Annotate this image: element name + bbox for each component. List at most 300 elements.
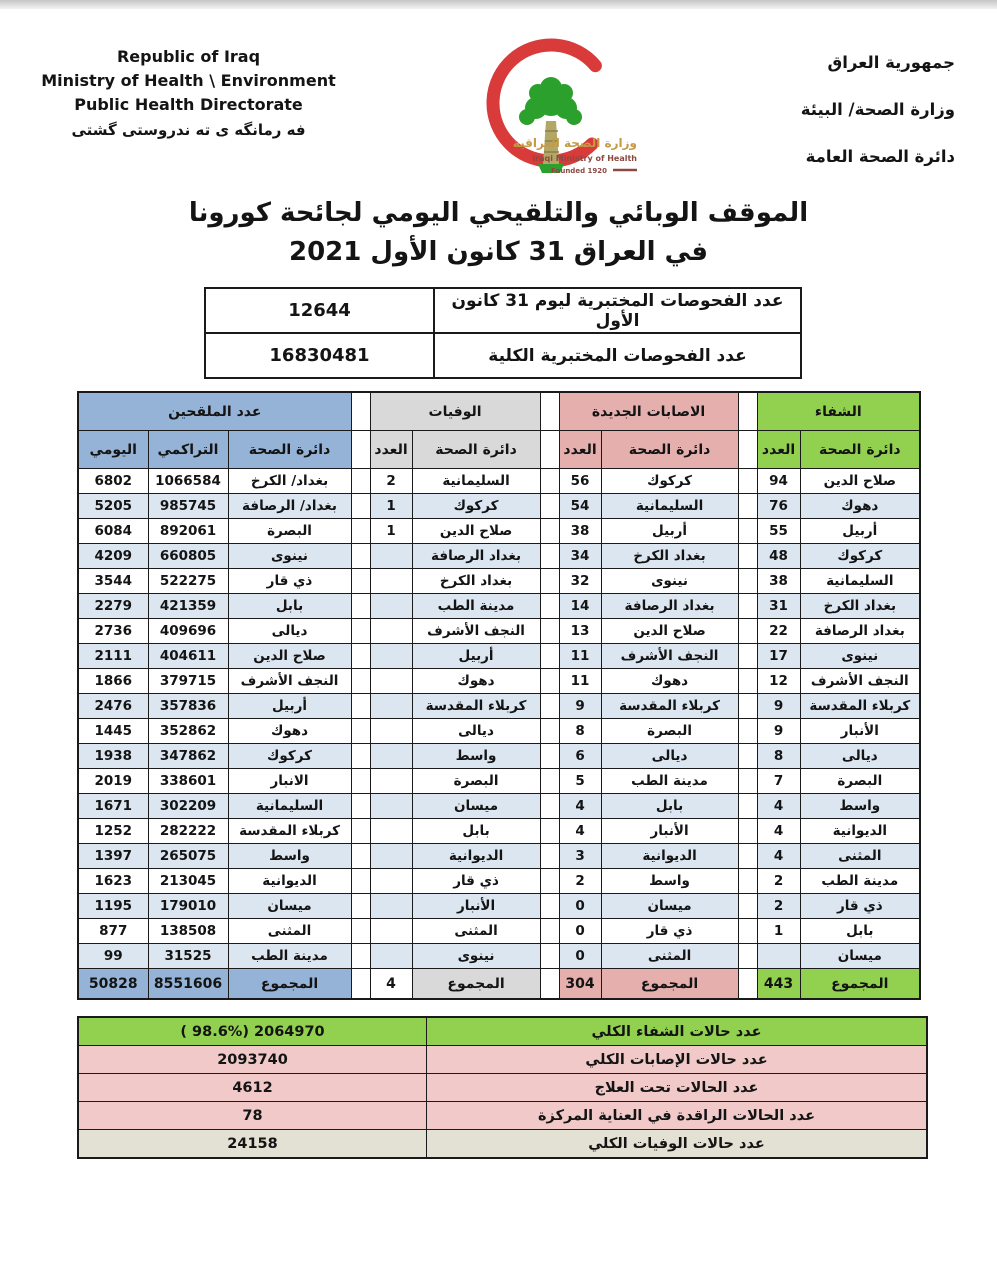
separator-cell	[351, 644, 370, 669]
recovery-name-cell: بابل	[800, 919, 920, 944]
vaccinated-name-cell: الديوانية	[228, 869, 351, 894]
separator-cell	[738, 669, 757, 694]
separator-cell	[540, 619, 559, 644]
english-line-2: Ministry of Health \ Environment	[41, 71, 336, 90]
deaths-count-cell	[370, 844, 412, 869]
new-cases-count-cell: 8	[559, 719, 601, 744]
vaccinated-daily-cell: 1866	[78, 669, 148, 694]
separator-cell	[351, 719, 370, 744]
separator-cell	[351, 869, 370, 894]
vaccinated-column-header: التراكمي	[148, 431, 228, 469]
new-cases-count-cell: 13	[559, 619, 601, 644]
vaccinated-cumulative-cell: 338601	[148, 769, 228, 794]
new-cases-count-cell: 3	[559, 844, 601, 869]
new-cases-total-count: 304	[559, 969, 601, 1000]
recovery-count-cell: 17	[757, 644, 800, 669]
deaths-count-cell	[370, 719, 412, 744]
separator-cell	[738, 392, 757, 431]
vaccinated-cumulative-cell: 421359	[148, 594, 228, 619]
deaths-count-cell	[370, 644, 412, 669]
table-row	[78, 694, 920, 719]
recovery-name-cell: بغداد الرصافة	[800, 619, 920, 644]
separator-cell	[540, 392, 559, 431]
recovery-count-cell: 7	[757, 769, 800, 794]
deaths-count-cell	[370, 694, 412, 719]
vaccinated-daily-cell: 1445	[78, 719, 148, 744]
recovery-count-cell: 48	[757, 544, 800, 569]
new-cases-name-cell: بابل	[601, 794, 738, 819]
separator-cell	[540, 819, 559, 844]
separator-cell	[540, 719, 559, 744]
separator-cell	[738, 919, 757, 944]
deaths-name-cell: ذي قار	[412, 869, 540, 894]
vaccinated-name-cell: كربلاء المقدسة	[228, 819, 351, 844]
deaths-count-cell	[370, 769, 412, 794]
table-row	[78, 844, 920, 869]
report-header	[0, 9, 997, 181]
table-row	[78, 669, 920, 694]
vaccinated-name-cell: واسط	[228, 844, 351, 869]
recovery-count-cell: 4	[757, 794, 800, 819]
recovery-count-cell: 2	[757, 869, 800, 894]
recovery-name-cell: الديوانية	[800, 819, 920, 844]
new-cases-name-cell: البصرة	[601, 719, 738, 744]
new-cases-count-cell: 0	[559, 944, 601, 969]
separator-cell	[351, 844, 370, 869]
separator-cell	[738, 619, 757, 644]
table-row	[78, 894, 920, 919]
separator-cell	[540, 644, 559, 669]
recovery-name-cell: نينوى	[800, 644, 920, 669]
separator-cell	[540, 944, 559, 969]
new-cases-name-cell: أربيل	[601, 519, 738, 544]
report-title-line-1: الموقف الوبائي والتلقيحي اليومي لجائحة كورونا	[188, 198, 809, 228]
deaths-count-cell: 1	[370, 494, 412, 519]
tests-row-daily	[205, 288, 801, 333]
deaths-count-cell	[370, 894, 412, 919]
table-row	[78, 569, 920, 594]
summary-value: 24158	[78, 1130, 427, 1159]
vaccinated-cumulative-cell: 379715	[148, 669, 228, 694]
separator-cell	[540, 669, 559, 694]
report-title	[0, 194, 997, 272]
recovery-name-cell: ذي قار	[800, 894, 920, 919]
vaccinated-daily-cell: 2019	[78, 769, 148, 794]
vaccinated-total-cumulative: 8551606	[148, 969, 228, 1000]
vaccinated-daily-cell: 1938	[78, 744, 148, 769]
separator-cell	[738, 819, 757, 844]
logo-arabic-text: وزارة الصحة العراقية	[512, 136, 637, 150]
separator-cell	[351, 392, 370, 431]
vaccinated-cumulative-cell: 660805	[148, 544, 228, 569]
vaccinated-daily-cell: 2111	[78, 644, 148, 669]
section-title-new-cases: الاصابات الجديدة	[559, 392, 738, 431]
vaccinated-cumulative-cell: 1066584	[148, 469, 228, 494]
separator-cell	[738, 744, 757, 769]
recovery-name-cell: السليمانية	[800, 569, 920, 594]
total-row	[78, 969, 920, 1000]
vaccinated-cumulative-cell: 265075	[148, 844, 228, 869]
new-cases-name-cell: كربلاء المقدسة	[601, 694, 738, 719]
recovery-count-cell: 31	[757, 594, 800, 619]
separator-cell	[540, 844, 559, 869]
table-row	[78, 744, 920, 769]
vaccinated-daily-cell: 1252	[78, 819, 148, 844]
recovery-count-cell: 38	[757, 569, 800, 594]
arabic-line-1: جمهورية العراق	[827, 53, 955, 72]
separator-cell	[351, 494, 370, 519]
deaths-count-cell	[370, 669, 412, 694]
new-cases-count-cell: 38	[559, 519, 601, 544]
vaccinated-daily-cell: 1195	[78, 894, 148, 919]
vaccinated-name-cell: نينوى	[228, 544, 351, 569]
recovery-name-cell: واسط	[800, 794, 920, 819]
new-cases-count-cell: 11	[559, 669, 601, 694]
vaccinated-name-cell: السليمانية	[228, 794, 351, 819]
vaccinated-daily-cell: 5205	[78, 494, 148, 519]
separator-cell	[351, 969, 370, 1000]
tests-daily-label: عدد الفحوصات المختبرية ليوم 31 كانون الأول	[434, 288, 801, 333]
separator-cell	[351, 594, 370, 619]
vaccinated-daily-cell: 1671	[78, 794, 148, 819]
vaccinated-cumulative-cell: 302209	[148, 794, 228, 819]
vaccinated-cumulative-cell: 892061	[148, 519, 228, 544]
vaccinated-daily-cell: 1623	[78, 869, 148, 894]
deaths-count-cell	[370, 869, 412, 894]
summary-label: عدد الحالات تحت العلاج	[427, 1074, 928, 1102]
table-row	[78, 494, 920, 519]
new-cases-name-cell: المثنى	[601, 944, 738, 969]
summary-row	[78, 1130, 927, 1159]
deaths-count-cell: 2	[370, 469, 412, 494]
recovery-name-cell: البصرة	[800, 769, 920, 794]
vaccinated-name-cell: البصرة	[228, 519, 351, 544]
summary-label: عدد حالات الشفاء الكلي	[427, 1017, 928, 1046]
vaccinated-name-cell: بغداد/ الرصافة	[228, 494, 351, 519]
separator-cell	[540, 494, 559, 519]
vaccinated-name-cell: أربيل	[228, 694, 351, 719]
scan-edge-decoration	[0, 0, 997, 9]
deaths-count-cell	[370, 569, 412, 594]
vaccinated-name-cell: ميسان	[228, 894, 351, 919]
separator-cell	[540, 431, 559, 469]
new-cases-count-cell: 4	[559, 794, 601, 819]
separator-cell	[738, 569, 757, 594]
vaccinated-name-cell: النجف الأشرف	[228, 669, 351, 694]
recovery-count-cell: 22	[757, 619, 800, 644]
summary-row	[78, 1046, 927, 1074]
deaths-column-header: العدد	[370, 431, 412, 469]
separator-cell	[351, 894, 370, 919]
separator-cell	[738, 719, 757, 744]
summary-row	[78, 1017, 927, 1046]
separator-cell	[351, 919, 370, 944]
separator-cell	[540, 919, 559, 944]
vaccinated-daily-cell: 2736	[78, 619, 148, 644]
vaccinated-name-cell: مدينة الطب	[228, 944, 351, 969]
column-header-row	[78, 431, 920, 469]
vaccinated-daily-cell: 99	[78, 944, 148, 969]
separator-cell	[738, 694, 757, 719]
separator-cell	[738, 431, 757, 469]
english-line-1: Republic of Iraq	[116, 47, 261, 66]
recovery-count-cell: 8	[757, 744, 800, 769]
vaccinated-total-daily: 50828	[78, 969, 148, 1000]
vaccinated-cumulative-cell: 357836	[148, 694, 228, 719]
new-cases-count-cell: 11	[559, 644, 601, 669]
table-row	[78, 919, 920, 944]
deaths-count-cell	[370, 944, 412, 969]
deaths-count-cell	[370, 919, 412, 944]
table-row	[78, 719, 920, 744]
recovery-count-cell: 9	[757, 694, 800, 719]
separator-cell	[540, 694, 559, 719]
report-title-line-2: في العراق 31 كانون الأول 2021	[289, 237, 708, 267]
summary-table	[77, 1016, 928, 1159]
section-title-row	[78, 392, 920, 431]
separator-cell	[351, 794, 370, 819]
recovery-name-cell: النجف الأشرف	[800, 669, 920, 694]
recovery-count-cell: 55	[757, 519, 800, 544]
separator-cell	[540, 794, 559, 819]
section-title-recovery: الشفاء	[757, 392, 920, 431]
vaccinated-column-header: اليومي	[78, 431, 148, 469]
recovery-count-cell: 9	[757, 719, 800, 744]
separator-cell	[738, 469, 757, 494]
deaths-count-cell	[370, 594, 412, 619]
new-cases-name-cell: السليمانية	[601, 494, 738, 519]
section-title-vaccinated: عدد الملقحين	[78, 392, 351, 431]
separator-cell	[738, 969, 757, 1000]
table-row	[78, 544, 920, 569]
recovery-count-cell: 4	[757, 844, 800, 869]
recovery-count-cell: 2	[757, 894, 800, 919]
tests-total-value: 16830481	[205, 333, 434, 378]
summary-label: عدد حالات الإصابات الكلي	[427, 1046, 928, 1074]
separator-cell	[351, 519, 370, 544]
new-cases-name-cell: ديالى	[601, 744, 738, 769]
new-cases-count-cell: 6	[559, 744, 601, 769]
separator-cell	[540, 594, 559, 619]
table-row	[78, 519, 920, 544]
logo-english-text: Iraqi Ministry of Health	[532, 154, 637, 163]
vaccinated-daily-cell: 1397	[78, 844, 148, 869]
recovery-count-cell: 76	[757, 494, 800, 519]
vaccinated-name-cell: كركوك	[228, 744, 351, 769]
deaths-count-cell	[370, 544, 412, 569]
vaccinated-name-cell: بغداد/ الكرخ	[228, 469, 351, 494]
arabic-line-3: دائرة الصحة العامة	[805, 147, 955, 167]
separator-cell	[738, 844, 757, 869]
deaths-total-name: المجموع	[412, 969, 540, 1000]
report-body	[0, 287, 997, 1159]
vaccinated-daily-cell: 2279	[78, 594, 148, 619]
table-row	[78, 819, 920, 844]
vaccinated-name-cell: الانبار	[228, 769, 351, 794]
deaths-name-cell: بغداد الكرخ	[412, 569, 540, 594]
vaccinated-cumulative-cell: 31525	[148, 944, 228, 969]
new-cases-count-cell: 0	[559, 894, 601, 919]
separator-cell	[351, 944, 370, 969]
deaths-count-cell	[370, 744, 412, 769]
recovery-count-cell: 94	[757, 469, 800, 494]
separator-cell	[540, 769, 559, 794]
recovery-name-cell: ديالى	[800, 744, 920, 769]
new-cases-column-header: العدد	[559, 431, 601, 469]
new-cases-name-cell: الديوانية	[601, 844, 738, 869]
summary-value: 2093740	[78, 1046, 427, 1074]
deaths-name-cell: واسط	[412, 744, 540, 769]
separator-cell	[540, 569, 559, 594]
separator-cell	[738, 869, 757, 894]
recovery-name-cell: صلاح الدين	[800, 469, 920, 494]
vaccinated-cumulative-cell: 138508	[148, 919, 228, 944]
new-cases-count-cell: 2	[559, 869, 601, 894]
deaths-count-cell	[370, 619, 412, 644]
deaths-name-cell: الأنبار	[412, 894, 540, 919]
separator-cell	[351, 694, 370, 719]
new-cases-count-cell: 32	[559, 569, 601, 594]
separator-cell	[351, 769, 370, 794]
vaccinated-daily-cell: 6084	[78, 519, 148, 544]
separator-cell	[351, 569, 370, 594]
recovery-name-cell: الأنبار	[800, 719, 920, 744]
deaths-name-cell: الديوانية	[412, 844, 540, 869]
separator-cell	[351, 469, 370, 494]
new-cases-name-cell: كركوك	[601, 469, 738, 494]
new-cases-name-cell: بغداد الكرخ	[601, 544, 738, 569]
deaths-name-cell: النجف الأشرف	[412, 619, 540, 644]
vaccinated-total-name: المجموع	[228, 969, 351, 1000]
new-cases-name-cell: النجف الأشرف	[601, 644, 738, 669]
recovery-total-name: المجموع	[800, 969, 920, 1000]
vaccinated-name-cell: المثنى	[228, 919, 351, 944]
ministry-logo	[467, 31, 647, 181]
recovery-name-cell: ميسان	[800, 944, 920, 969]
tests-total-label: عدد الفحوصات المختبرية الكلية	[434, 333, 801, 378]
summary-row	[78, 1074, 927, 1102]
deaths-name-cell: بغداد الرصافة	[412, 544, 540, 569]
new-cases-count-cell: 56	[559, 469, 601, 494]
new-cases-name-cell: مدينة الطب	[601, 769, 738, 794]
vaccinated-cumulative-cell: 404611	[148, 644, 228, 669]
new-cases-name-cell: بغداد الرصافة	[601, 594, 738, 619]
vaccinated-name-cell: بابل	[228, 594, 351, 619]
deaths-count-cell: 1	[370, 519, 412, 544]
deaths-name-cell: كربلاء المقدسة	[412, 694, 540, 719]
separator-cell	[738, 644, 757, 669]
vaccinated-cumulative-cell: 213045	[148, 869, 228, 894]
vaccinated-daily-cell: 2476	[78, 694, 148, 719]
deaths-column-header: دائرة الصحة	[412, 431, 540, 469]
summary-label: عدد حالات الوفيات الكلي	[427, 1130, 928, 1159]
vaccinated-cumulative-cell: 985745	[148, 494, 228, 519]
table-row	[78, 869, 920, 894]
tests-table	[204, 287, 802, 379]
separator-cell	[540, 519, 559, 544]
new-cases-name-cell: نينوى	[601, 569, 738, 594]
recovery-name-cell: كربلاء المقدسة	[800, 694, 920, 719]
tests-daily-value: 12644	[205, 288, 434, 333]
recovery-name-cell: المثنى	[800, 844, 920, 869]
new-cases-count-cell: 34	[559, 544, 601, 569]
deaths-name-cell: كركوك	[412, 494, 540, 519]
separator-cell	[540, 869, 559, 894]
separator-cell	[738, 594, 757, 619]
deaths-total-count: 4	[370, 969, 412, 1000]
table-row	[78, 794, 920, 819]
arabic-header-block	[743, 31, 955, 180]
summary-label: عدد الحالات الراقدة في العناية المركزة	[427, 1102, 928, 1130]
table-row	[78, 469, 920, 494]
new-cases-name-cell: الأنبار	[601, 819, 738, 844]
separator-cell	[351, 431, 370, 469]
recovery-total-count: 443	[757, 969, 800, 1000]
new-cases-count-cell: 9	[559, 694, 601, 719]
vaccinated-column-header: دائرة الصحة	[228, 431, 351, 469]
logo-founded-text: Founded 1920	[551, 167, 607, 175]
arabic-line-2: وزارة الصحة/ البيئة	[800, 100, 955, 120]
separator-cell	[540, 894, 559, 919]
vaccinated-cumulative-cell: 352862	[148, 719, 228, 744]
deaths-count-cell	[370, 819, 412, 844]
deaths-name-cell: السليمانية	[412, 469, 540, 494]
vaccinated-name-cell: صلاح الدين	[228, 644, 351, 669]
new-cases-name-cell: ذي قار	[601, 919, 738, 944]
separator-cell	[738, 794, 757, 819]
deaths-name-cell: بابل	[412, 819, 540, 844]
new-cases-count-cell: 14	[559, 594, 601, 619]
recovery-count-cell: 1	[757, 919, 800, 944]
vaccinated-daily-cell: 877	[78, 919, 148, 944]
new-cases-total-name: المجموع	[601, 969, 738, 1000]
table-row	[78, 769, 920, 794]
new-cases-count-cell: 5	[559, 769, 601, 794]
separator-cell	[738, 769, 757, 794]
english-header-block	[36, 31, 341, 142]
main-table	[77, 391, 921, 1000]
summary-value: 78	[78, 1102, 427, 1130]
deaths-name-cell: المثنى	[412, 919, 540, 944]
table-row	[78, 944, 920, 969]
recovery-count-cell: 12	[757, 669, 800, 694]
recovery-column-header: دائرة الصحة	[800, 431, 920, 469]
separator-cell	[738, 494, 757, 519]
recovery-column-header: العدد	[757, 431, 800, 469]
deaths-name-cell: ميسان	[412, 794, 540, 819]
separator-cell	[540, 469, 559, 494]
recovery-count-cell: 4	[757, 819, 800, 844]
vaccinated-name-cell: دهوك	[228, 719, 351, 744]
vaccinated-cumulative-cell: 409696	[148, 619, 228, 644]
tests-row-total	[205, 333, 801, 378]
deaths-name-cell: البصرة	[412, 769, 540, 794]
deaths-name-cell: أربيل	[412, 644, 540, 669]
summary-value: 4612	[78, 1074, 427, 1102]
vaccinated-cumulative-cell: 522275	[148, 569, 228, 594]
recovery-count-cell	[757, 944, 800, 969]
vaccinated-cumulative-cell: 282222	[148, 819, 228, 844]
separator-cell	[351, 744, 370, 769]
vaccinated-cumulative-cell: 347862	[148, 744, 228, 769]
separator-cell	[738, 944, 757, 969]
summary-value: ( 98.6%) 2064970	[78, 1017, 427, 1046]
separator-cell	[351, 619, 370, 644]
new-cases-column-header: دائرة الصحة	[601, 431, 738, 469]
new-cases-count-cell: 54	[559, 494, 601, 519]
recovery-name-cell: مدينة الطب	[800, 869, 920, 894]
separator-cell	[738, 519, 757, 544]
